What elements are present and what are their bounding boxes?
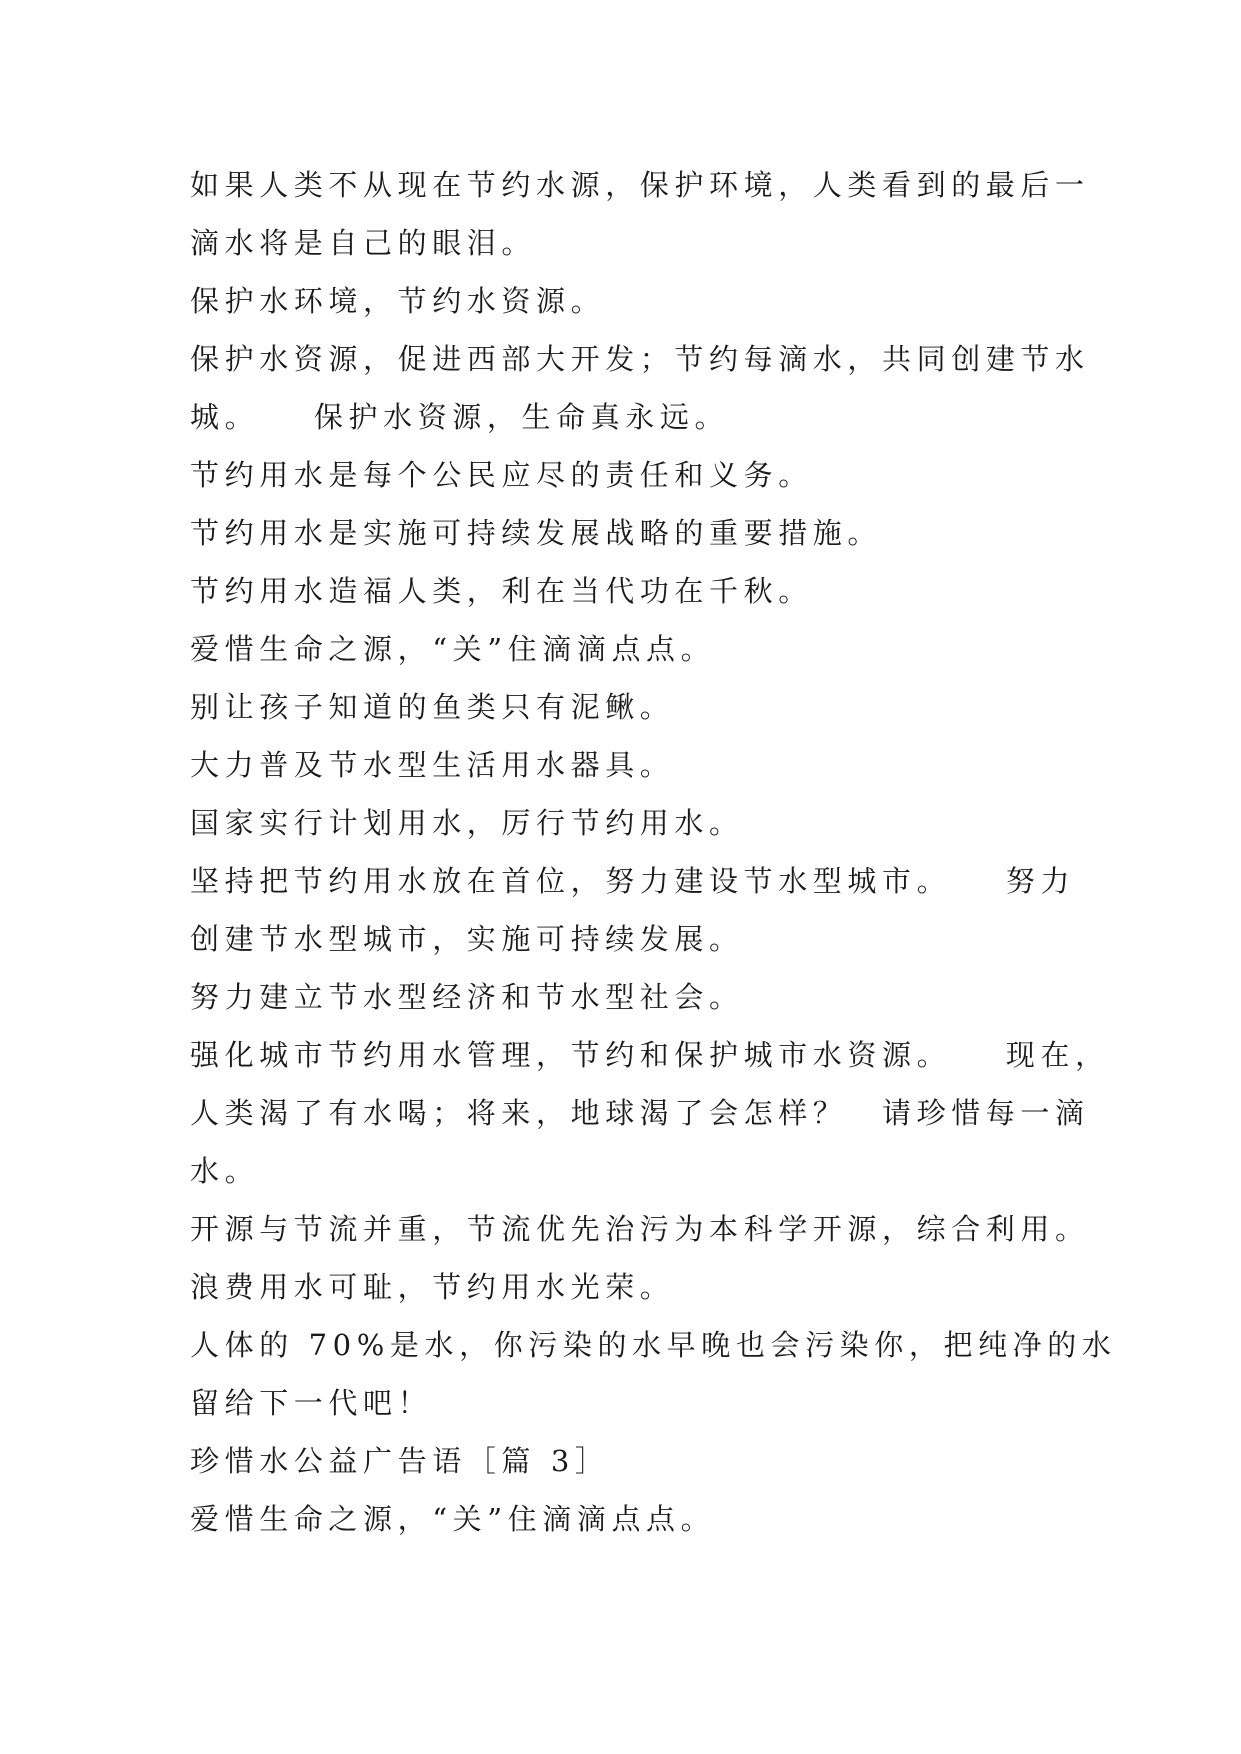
text-line: 国家实行计划用水，厉行节约用水。 <box>190 806 744 840</box>
text-line: 爱惜生命之源，“关”住滴滴点点。 <box>190 1502 716 1536</box>
text-line: 如果人类不从现在节约水源，保护环境，人类看到的最后一 <box>190 168 1090 202</box>
text-line: 节约用水是每个公民应尽的责任和义务。 <box>190 458 813 492</box>
text-line: 强化城市节约用水管理，节约和保护城市水资源。 现在， <box>190 1038 1110 1072</box>
text-line: 创建节水型城市，实施可持续发展。 <box>190 922 744 956</box>
text-line: 水。 <box>190 1154 260 1188</box>
text-line: 留给下一代吧！ <box>190 1386 433 1420</box>
text-line: 努力建立节水型经济和节水型社会。 <box>190 980 744 1014</box>
text-line: 爱惜生命之源，“关”住滴滴点点。 <box>190 632 716 666</box>
text-line: 大力普及节水型生活用水器具。 <box>190 748 675 782</box>
text-line: 别让孩子知道的鱼类只有泥鳅。 <box>190 690 675 724</box>
text-line: 保护水资源，促进西部大开发；节约每滴水，共同创建节水 <box>190 342 1090 376</box>
document-body <box>190 156 1117 1548</box>
text-line: 人类渴了有水喝；将来，地球渴了会怎样？ 请珍惜每一滴 <box>190 1096 1090 1130</box>
text-line: 城。 保护水资源，生命真永远。 <box>190 400 730 434</box>
text-line: 节约用水是实施可持续发展战略的重要措施。 <box>190 516 883 550</box>
text-line: 坚持把节约用水放在首位，努力建设节水型城市。 努力 <box>190 864 1076 898</box>
text-line: 滴水将是自己的眼泪。 <box>190 226 537 260</box>
text-line: 保护水环境，节约水资源。 <box>190 284 606 318</box>
text-line: 人体的 70%是水，你污染的水早晚也会污染你，把纯净的水 <box>190 1328 1117 1362</box>
text-line: 节约用水造福人类，利在当代功在千秋。 <box>190 574 813 608</box>
section-heading: 珍惜水公益广告语［篇 3］ <box>190 1444 610 1478</box>
text-line: 浪费用水可耻，节约用水光荣。 <box>190 1270 675 1304</box>
text-line: 开源与节流并重，节流优先治污为本科学开源，综合利用。 <box>190 1212 1090 1246</box>
